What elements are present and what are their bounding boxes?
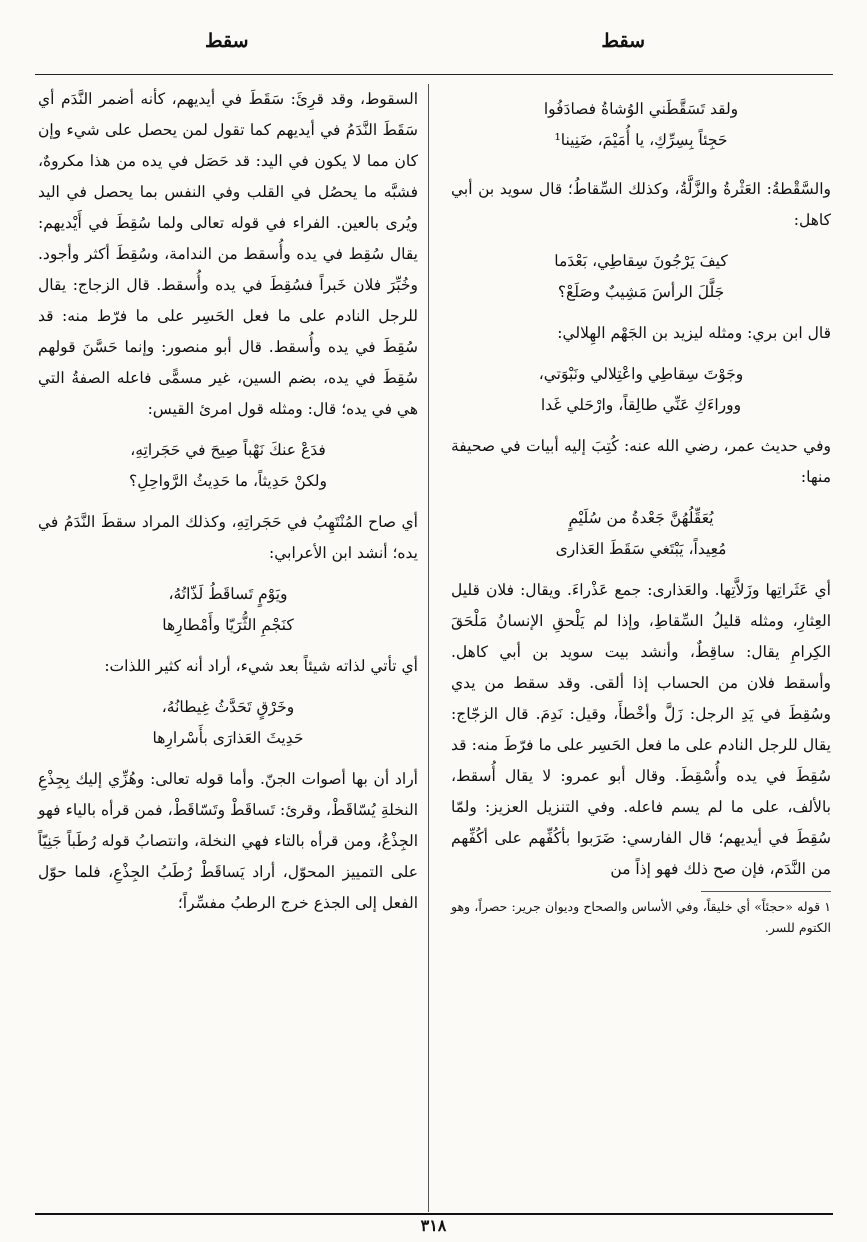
- paragraph: السقوط، وقد قرِئَ: سَقَطَ في أيديهم، كأنه أضمر النَّدَم أي سَقَطَ النَّدَمُ في أيديهم كما تقول لمن يحصل على شيء وإن كان مما لا يكون في اليد: قد حَصَل في يده من هذا مكروهٌ، فشبَّه ما يحصُل في القلب وفي النفس بما يحصل في اليد ويُرى بالعين. الفراء في قوله تعالى ولما سُقِطَ في أَيْديهم: يقال سُقِط في يده وأُسقط من الندامة، وسُقِطَ أكثر وأجود. وخُبِّرَ فلان خَبراً فسُقِطَ في يده وأُسقط. قال الزجاج: يقال للرجل النادم على ما فعل الحَسِر على ما فرّط منه: قد سُقِطَ في يده وأُسقط. قال أبو منصور: وإنما حَسَّنَ قولهم سُقِطَ في يده، بضم السين، غير مسمًّى فاعله الصفةُ التي هي في يده؛ قال: ومثله قول امرئ القيس:: [38, 90, 418, 418]
- verse-line: جَلَّلَ الرأسَ مَشِيبٌ وصَلَعْ؟: [557, 283, 725, 301]
- verse-block: [451, 359, 831, 421]
- verse-line: فدَعْ عنكَ نَهْباً صِيحَ في حَجَراتِهِ،: [130, 441, 326, 459]
- paragraph: أي عَثَراتِها وزَلاَّتِها. والعَذارى: جمع عَذْراءَ. ويقال: فلان قليل العِثارِ، ومثله قليلُ السِّقاطِ، وإذا لم يَلْحقِ الإنسانُ مَلْحَقَ الكِرامِ يقال: ساقِطٌ، وأنشد بيت سويد بن أبي كاهل. وأسقط فلان من الحساب إذا ألقى. وقد سقط من يدي وسُقِطَ في يَدِ الرجل: زَلَّ وأخْطأَ، وقيل: نَدِمَ. قال الزجّاج: يقال للرجل النادم على ما فعل الحَسِر على ما فرّطَ منه: قد سُقِطَ في يده وأُسْقِطَ. وقال أبو عمرو: لا يقال أُسقط، بالألف، على ما لم يسم فاعله. وفي التنزيل العزيز: ولمّا سُقِطَ في أيديهم؛ قال الفارسي: ضَرَبوا بأكُفِّهم على أكُفِّهم من النَّدَم، فإن صح ذلك فهو إذاً من: [451, 581, 831, 878]
- verse-line: وجَوْتَ سِقاطِي واعْتِلالي ونَبْوَتي،: [538, 365, 744, 383]
- paragraph: قال ابن بري: ومثله ليزيد بن الجَهْم الهِلالي:: [557, 324, 831, 342]
- verse-line: حَجِئاً بِسِرِّكِ، يا أُمَيْمَ، ضَنِينا¹: [554, 131, 728, 149]
- verse-line: يُعَقِّلُهُنَّ جَعْدةُ من سُلَيْمٍ: [568, 509, 714, 527]
- footnote-rule: [701, 891, 831, 892]
- verse-block: [451, 246, 831, 308]
- running-header-right: سقط: [601, 30, 645, 52]
- page-number: ٣١٨: [420, 1216, 447, 1235]
- running-header-left: سقط: [205, 30, 249, 52]
- paragraph: وفي حديث عمر، رضي الله عنه: كُتِبَ إليه أبيات في صحيفة منها:: [451, 437, 831, 486]
- verse-block: [451, 503, 831, 565]
- verse-block: [38, 579, 418, 641]
- verse-block: [451, 94, 831, 156]
- column-divider: [428, 84, 429, 1212]
- verse-line: كيفَ يَرْجُونَ سِقاطِي، بَعْدَما: [554, 252, 728, 270]
- footnote: ١ قوله «حجئاً» أي خليقاً، وفي الأساس والصحاح وديوان جرير: حصراً، وهو الكتوم للسر.: [451, 899, 831, 935]
- verse-block: [38, 692, 418, 754]
- verse-line: وخَرْقٍ تَحَدَّثُ غِيطانُهُ،: [161, 698, 295, 716]
- footer-rule: [35, 1213, 833, 1215]
- verse-line: كنَجْمِ الثُّرَيّا وأَمْطارِها: [162, 616, 294, 634]
- verse-block: [38, 435, 418, 497]
- verse-line: حَدِيثَ العَذارَى بأَسْرارِها: [152, 729, 304, 747]
- paragraph: أي صاح المُنْتَهِبُ في حَجَراتِهِ، وكذلك المراد سقطَ النَّدَمُ في يده؛ أنشد ابن الأعرابي:: [38, 513, 418, 562]
- verse-line: ولكنْ حَدِيثاً، ما حَدِيثُ الرَّواحِلِ؟: [129, 472, 327, 490]
- left-column: [38, 84, 418, 919]
- verse-line: ولقد تَسَقَّطَني الوُشاةُ فصادَفُوا: [543, 100, 739, 118]
- paragraph: أراد أن بها أصوات الجنّ. وأما قوله تعالى: وهُزِّي إليك بِجِذْعِ النخلةِ يُسّاقَطْ، وقرئ: تَساقَطْ وتَسّاقَطْ، فمن قرأه بالياء فهو الجِذْعُ، ومن قرأه بالتاء فهي النخلة، وانتصابُ قوله رُطَباً جَنِيّاً على التمييز المحوّل، أراد يَساقَطْ رُطَبُ الجِذْعِ، فلما حوّل الفعل إلى الجذع خرج الرطبُ مفسِّراً؛: [38, 770, 418, 912]
- verse-line: ووراءَكِ عَنِّي طالِقاً، وارْحَلي غَدا: [540, 396, 742, 414]
- header-rule: [35, 74, 833, 75]
- right-column: [451, 84, 831, 938]
- paragraph: والسَّقْطةُ: العَثْرةُ والزَّلَّةُ، وكذلك السِّقاطُ؛ قال سويد بن أبي كاهل:: [451, 180, 831, 229]
- paragraph: أي تأتي لذاته شيئاً بعد شيء، أراد أنه كثير اللذات:: [104, 657, 418, 675]
- verse-line: مُعِيداً، يَبْتَغي سَقَطَ العَذارى: [555, 540, 727, 558]
- verse-line: ويَوْمٍ تَساقَطُ لَذّاتُهُ،: [168, 585, 288, 603]
